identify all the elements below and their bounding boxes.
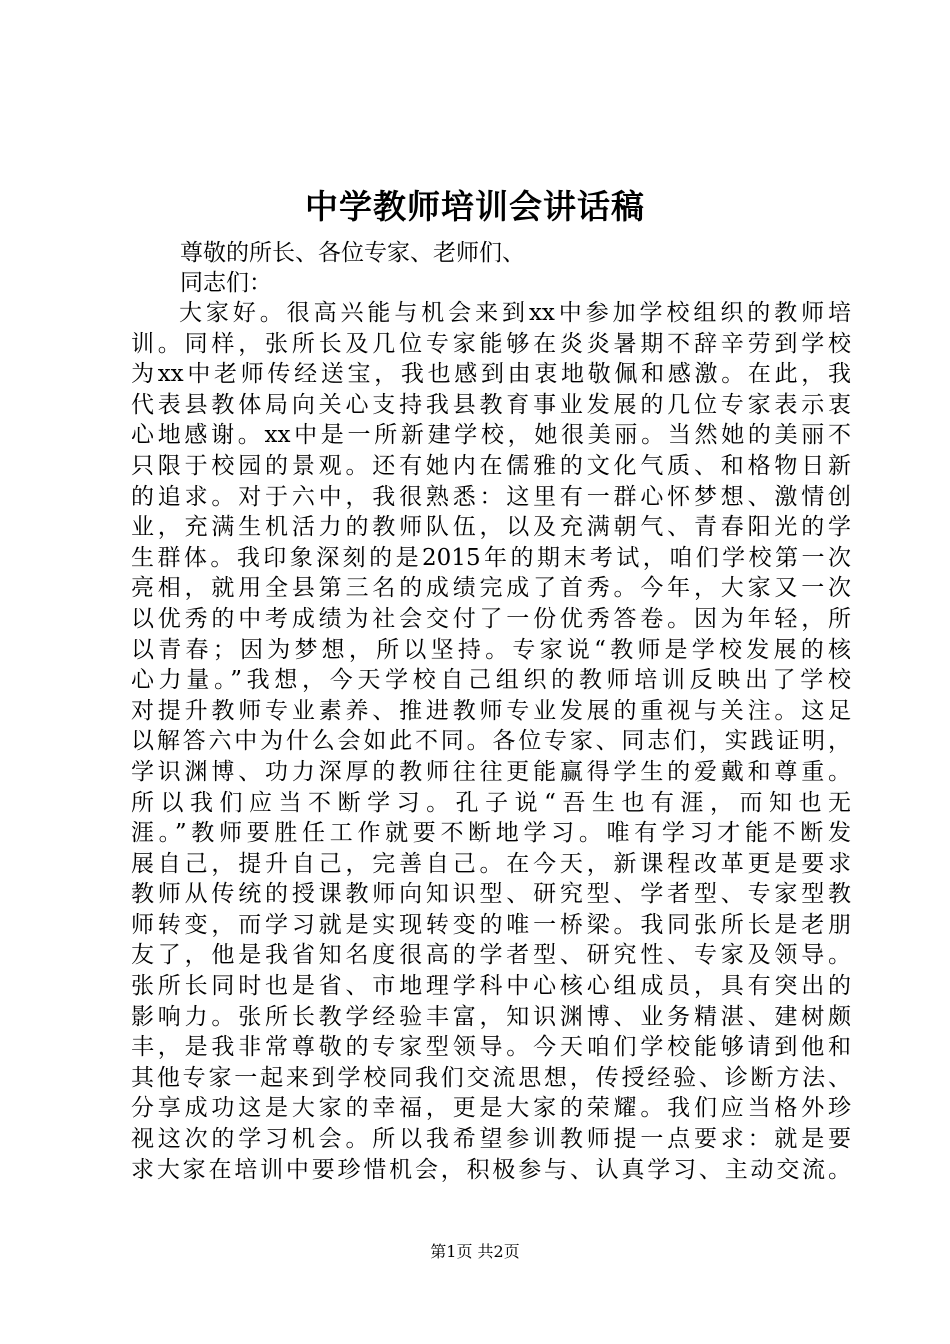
body-line: 友了，他是我省知名度很高的学者型、研究性、专家及领导。 xyxy=(131,942,851,969)
body-line: 的追求。对于六中，我很熟悉：这里有一群心怀梦想、激情创 xyxy=(131,483,851,510)
body-line: 影响力。张所长教学经验丰富，知识渊博、业务精湛、建树颇 xyxy=(131,1003,851,1030)
body-line: 展自己，提升自己，完善自己。在今天，新课程改革更是要求 xyxy=(131,850,851,877)
body-line: 丰，是我非常尊敬的专家型领导。今天咱们学校能够请到他和 xyxy=(131,1034,851,1061)
body-line: 代表县教体局向关心支持我县教育事业发展的几位专家表示衷 xyxy=(131,391,851,418)
body-line: 其他专家一起来到学校同我们交流思想，传授经验、诊断方法、 xyxy=(131,1064,851,1091)
body-line: 师转变，而学习就是实现转变的唯一桥梁。我同张所长是老朋 xyxy=(131,911,851,938)
body-line: 心地感谢。xx中是一所新建学校，她很美丽。当然她的美丽不 xyxy=(131,422,851,449)
body-line: 张所长同时也是省、市地理学科中心核心组成员，具有突出的 xyxy=(131,973,851,1000)
document-title: 中学教师培训会讲话稿 xyxy=(305,187,645,226)
body-line: 生群体。我印象深刻的是2015年的期末考试，咱们学校第一次 xyxy=(131,544,851,571)
salutation-line: 尊敬的所长、各位专家、老师们、 xyxy=(180,240,525,266)
body-line: 以青春；因为梦想，所以坚持。专家说“教师是学校发展的核 xyxy=(131,636,851,663)
body-line: 求大家在培训中要珍惜机会，积极参与、认真学习、主动交流。 xyxy=(131,1156,851,1183)
body-line: 学识渊博、功力深厚的教师往往更能赢得学生的爱戴和尊重。 xyxy=(131,758,851,785)
body-line: 亮相，就用全县第三名的成绩完成了首秀。今年，大家又一次 xyxy=(131,575,851,602)
body-line: 对提升教师专业素养、推进教师专业发展的重视与关注。这足 xyxy=(131,697,851,724)
body-line: 只限于校园的景观。还有她内在儒雅的文化气质、和格物日新 xyxy=(131,452,851,479)
body-text xyxy=(131,298,851,1185)
body-line: 教师从传统的授课教师向知识型、研究型、学者型、专家型教 xyxy=(131,881,851,908)
body-line: 大家好。很高兴能与机会来到xx中参加学校组织的教师培 xyxy=(179,300,851,326)
body-line: 以优秀的中考成绩为社会交付了一份优秀答卷。因为年轻，所 xyxy=(131,605,851,632)
body-line: 分享成功这是大家的幸福，更是大家的荣耀。我们应当格外珍 xyxy=(131,1095,851,1122)
body-line: 业，充满生机活力的教师队伍，以及充满朝气、青春阳光的学 xyxy=(131,514,851,541)
body-line: 为xx中老师传经送宝，我也感到由衷地敬佩和感激。在此，我 xyxy=(131,361,851,388)
body-line: 以解答六中为什么会如此不同。各位专家、同志们，实践证明， xyxy=(131,728,851,755)
body-line: 视这次的学习机会。所以我希望参训教师提一点要求：就是要 xyxy=(131,1126,851,1153)
salutation-line: 同志们： xyxy=(180,270,272,296)
page-footer: 第1页 共2页 xyxy=(430,1242,520,1261)
body-line: 涯。”教师要胜任工作就要不断地学习。唯有学习才能不断发 xyxy=(131,820,851,847)
body-line: 心力量。”我想，今天学校自己组织的教师培训反映出了学校 xyxy=(131,667,851,694)
body-line: 训。同样，张所长及几位专家能够在炎炎暑期不辞辛劳到学校 xyxy=(131,330,851,357)
body-line: 所以我们应当不断学习。孔子说“吾生也有涯，而知也无 xyxy=(131,789,851,816)
